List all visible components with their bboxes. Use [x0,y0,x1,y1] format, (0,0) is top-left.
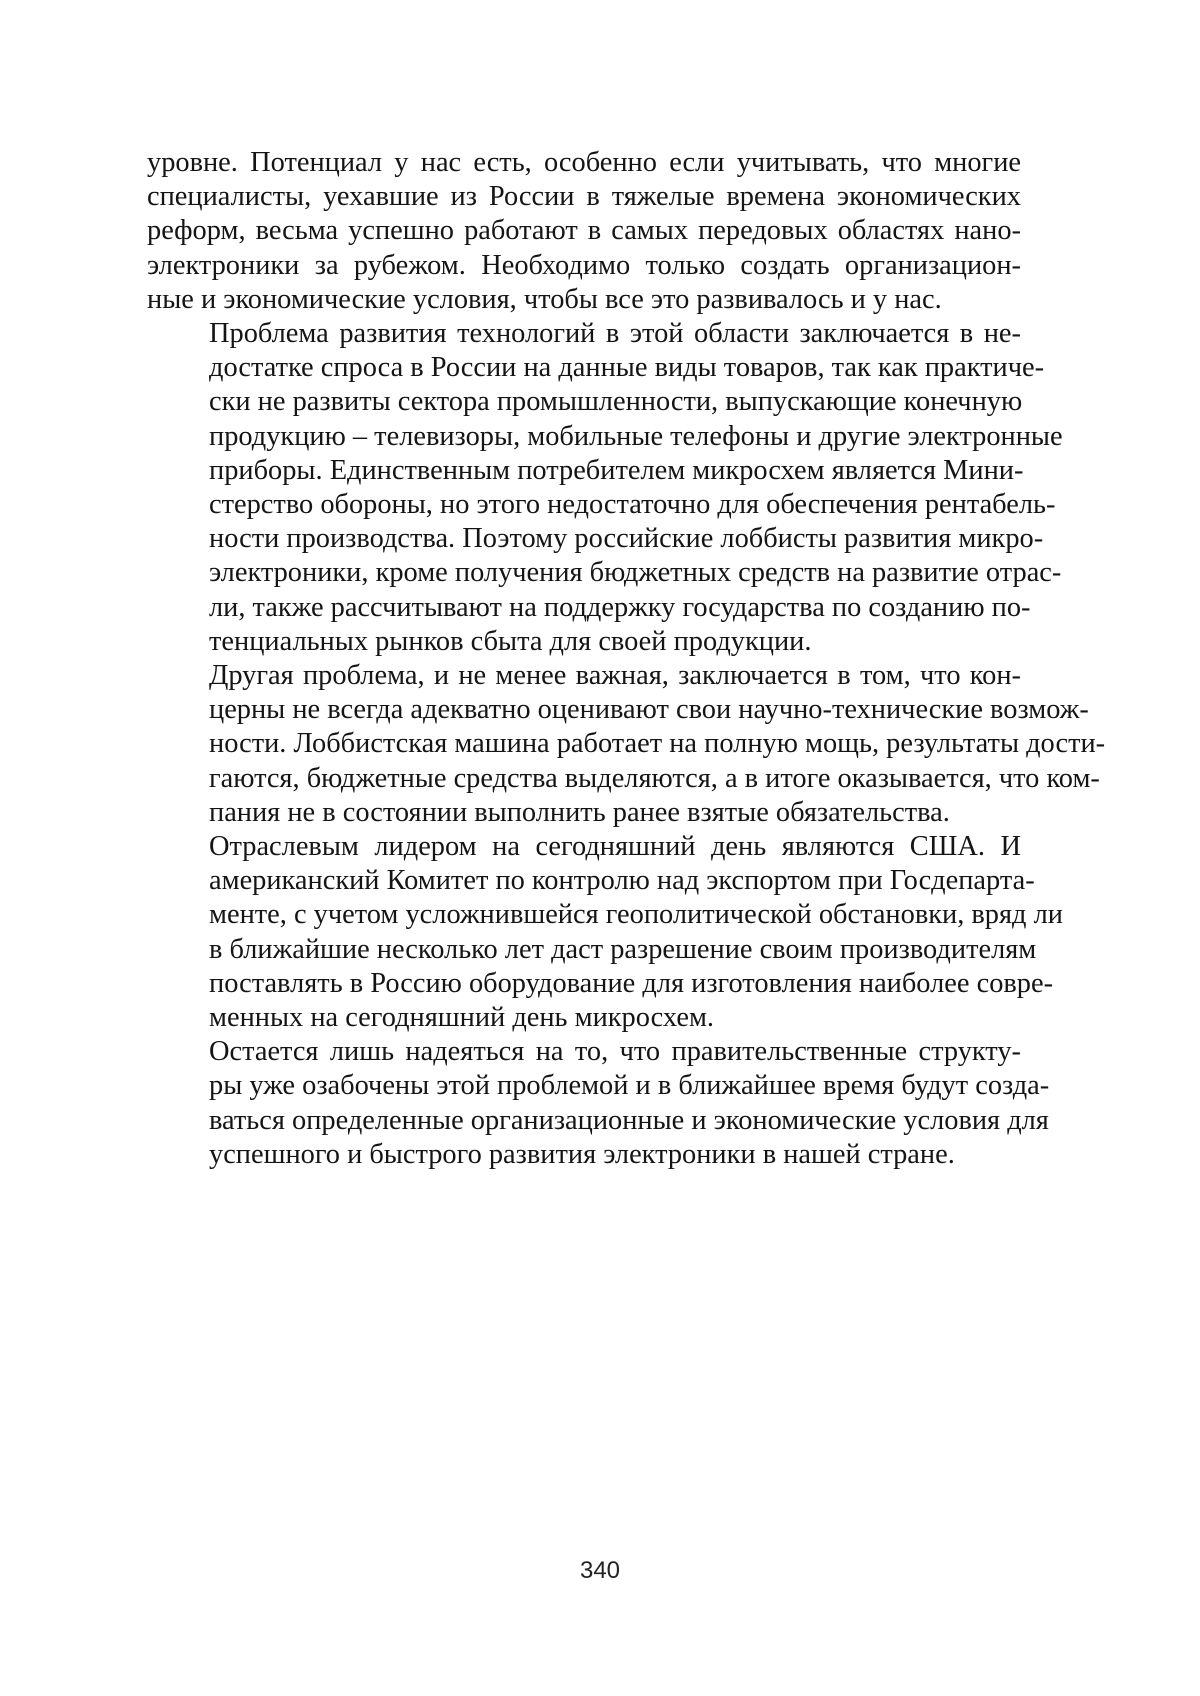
paragraph-5 [147,1035,1050,1172]
paragraph-2 [147,317,1063,659]
paragraph-1 [147,146,1021,317]
text-line: достатке спроса в России на данные виды товаров, так как практиче- [209,352,1045,384]
paragraph-4 [147,830,1063,1035]
text-line: менных на сегодняшний день микросхем. [209,1002,715,1034]
text-line: пания не в состоянии выполнить ранее взятые обязательства. [209,796,950,828]
text-line: церны не всегда адекватно оценивают свои научно-технические возмож- [209,694,1089,726]
page-number: 340 [579,1557,621,1584]
text-line: электроники за рубежом. Необходимо только создать организацион- [147,249,1021,281]
text-line: менте, с учетом усложнившейся геополитической обстановки, вряд ли [209,899,1063,931]
text-line: ры уже озабочены этой проблемой и в ближайшее время будут созда- [209,1070,1050,1102]
text-line: Отраслевым лидером на сегодняшний день являются США. И [209,831,1021,863]
text-line: тенциальных рынков сбыта для своей продукции. [209,625,812,657]
text-line: успешного и быстрого развития электроники в нашей стране. [209,1138,955,1170]
text-line: ности. Лоббистская машина работает на полную мощь, результаты дости- [209,728,1106,760]
text-line: ные и экономические условия, чтобы все это развивалось и у нас. [147,283,942,315]
text-line: ваться определенные организационные и экономические условия для [209,1104,1049,1136]
text-line: американский Комитет по контролю над экспортом при Госдепарта- [209,865,1035,897]
text-line: Остается лишь надеяться на то, что правительственные структу- [209,1036,1021,1068]
text-line: в ближайшие несколько лет даст разрешение своим производителям [209,933,1037,965]
text-line: реформ, весьма успешно работают в самых передовых областях нано- [147,215,1021,247]
text-line: ски не развиты сектора промышленности, выпускающие конечную [209,386,1023,418]
text-line: уровне. Потенциал у нас есть, особенно если учитывать, что многие [147,147,1021,178]
text-line: гаются, бюджетные средства выделяются, а в итоге оказывается, что ком- [209,762,1100,794]
body-text [147,146,1106,1172]
text-line: продукцию – телевизоры, мобильные телефоны и другие электронные [209,420,1063,452]
text-line: специалисты, уехавшие из России в тяжелые времена экономических [147,181,1021,213]
text-line: приборы. Единственным потребителем микросхем является Мини- [209,454,1024,486]
paragraph-3 [147,659,1106,830]
text-line: электроники, кроме получения бюджетных средств на развитие отрас- [209,557,1062,589]
text-line: Проблема развития технологий в этой области заключается в не- [209,318,1021,350]
text-line: ности производства. Поэтому российские лоббисты развития микро- [209,523,1044,555]
text-line: ли, также рассчитывают на поддержку государства по созданию по- [209,591,1031,623]
text-line: стерство обороны, но этого недостаточно для обеспечения рентабель- [209,489,1056,521]
text-line: Другая проблема, и не менее важная, заключается в том, что кон- [209,660,1021,692]
text-line: поставлять в Россию оборудование для изготовления наиболее совре- [209,967,1054,999]
